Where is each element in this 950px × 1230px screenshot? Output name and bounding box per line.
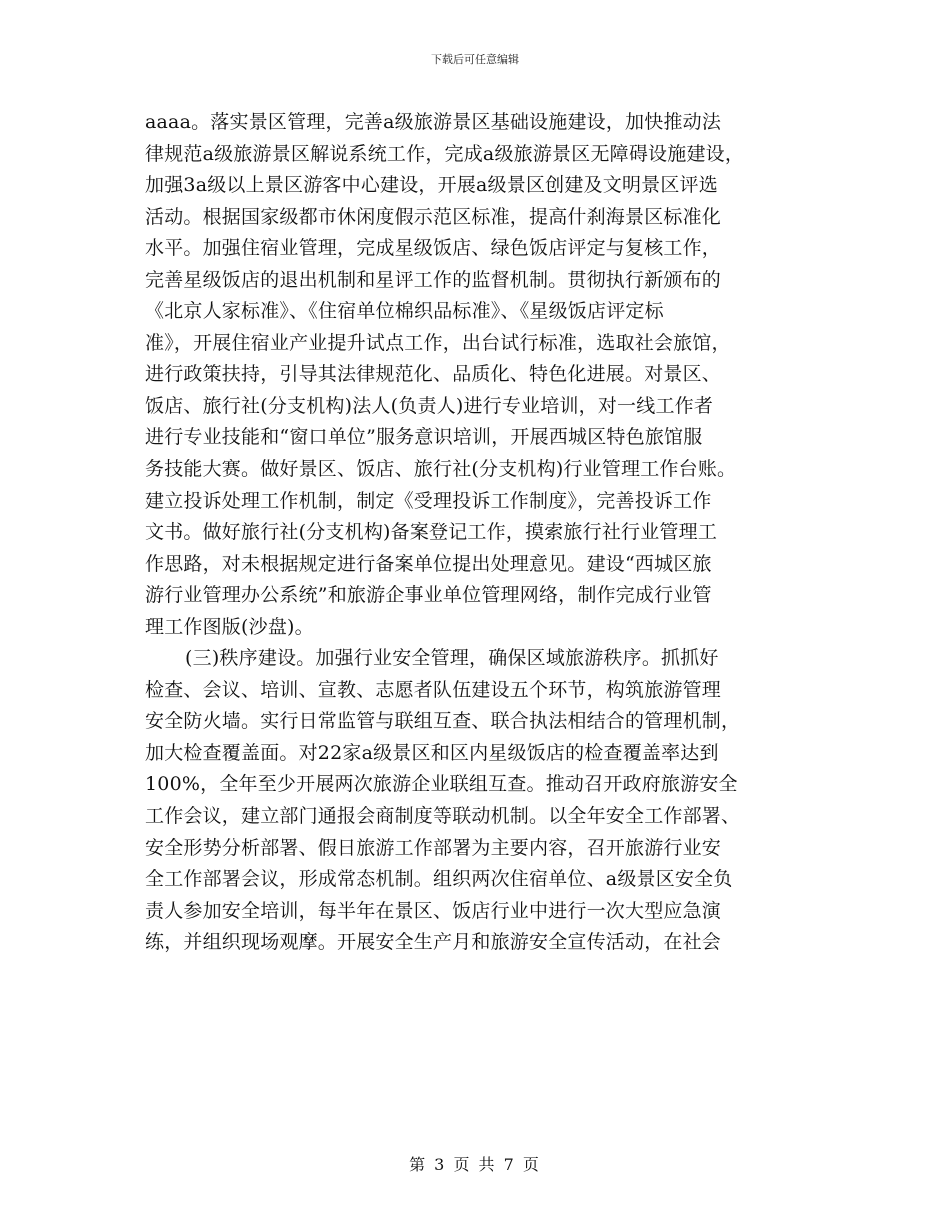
text-line: 活动。根据国家级都市休闲度假示范区标准，提高什刹海景区标准化 <box>145 205 722 228</box>
section-heading-line: (三)秩序建设。加强行业安全管理，确保区域旅游秩序。抓抓好 <box>185 647 719 670</box>
page-number: 第 3 页 共 7 页 <box>409 1155 541 1174</box>
text-line: 水平。加强住宿业管理，完成星级饭店、绿色饭店评定与复核工作， <box>145 237 722 260</box>
text-line: 作思路，对未根据规定进行备案单位提出处理意见。建设“西城区旅 <box>145 552 712 575</box>
text-line: 进行政策扶持，引导其法律规范化、品质化、特色化进展。对景区、 <box>145 363 722 386</box>
text-line: 全工作部署会议，形成常态机制。组织两次住宿单位、a级景区安全负 <box>145 868 733 891</box>
text-line: aaaa。落实景区管理，完善a级旅游景区基础设施建设，加快推动法 <box>145 111 722 133</box>
text-line: 100%，全年至少开展两次旅游企业联组互查。推动召开政府旅游安全 <box>145 773 738 796</box>
text-line: 安全防火墙。实行日常监管与联组互查、联合执法相结合的管理机制， <box>145 710 741 733</box>
text-line: 完善星级饭店的退出机制和星评工作的监督机制。贯彻执行新颁布的 <box>145 268 722 291</box>
text-line: 进行专业技能和“窗口单位”服务意识培训，开展西城区特色旅馆服 <box>145 426 703 449</box>
page-header: 下载后可任意编辑 <box>431 53 519 66</box>
text-line: 练，并组织现场观摩。开展安全生产月和旅游安全宣传活动，在社会 <box>145 931 722 954</box>
text-line: 检查、会议、培训、宣教、志愿者队伍建设五个环节，构筑旅游管理 <box>145 678 722 701</box>
text-line: 文书。做好旅行社(分支机构)备案登记工作，摸索旅行社行业管理工 <box>145 521 718 544</box>
text-line: 游行业管理办公系统”和旅游企事业单位管理网络，制作完成行业管 <box>145 584 712 607</box>
text-line: 饭店、旅行社(分支机构)法人(负责人)进行专业培训，对一线工作者 <box>145 394 714 417</box>
text-line: 《北京人家标准》、《住宿单位棉织品标准》、《星级饭店评定标 <box>145 300 664 323</box>
text-line: 责人参加安全培训，每半年在景区、饭店行业中进行一次大型应急演 <box>145 899 722 922</box>
text-line: 律规范a级旅游景区解说系统工作，完成a级旅游景区无障碍设施建设， <box>145 142 745 165</box>
text-line: 理工作图版(沙盘)。 <box>145 615 314 638</box>
text-line: 安全形势分析部署、假日旅游工作部署为主要内容，召开旅游行业安 <box>145 836 722 859</box>
text-line: 工作会议，建立部门通报会商制度等联动机制。以全年安全工作部署、 <box>145 805 741 828</box>
text-line: 建立投诉处理工作机制，制定《受理投诉工作制度》，完善投诉工作 <box>145 489 712 512</box>
text-line: 务技能大赛。做好景区、饭店、旅行社(分支机构)行业管理工作台账。 <box>145 458 737 481</box>
text-line: 加强3a级以上景区游客中心建设，开展a级景区创建及文明景区评选 <box>145 174 718 197</box>
text-line: 准》，开展住宿业产业提升试点工作，出台试行标准，选取社会旅馆， <box>145 331 731 354</box>
document-body <box>145 107 810 959</box>
text-line: 加大检查覆盖面。对22家a级景区和区内星级饭店的检查覆盖率达到 <box>145 741 719 764</box>
